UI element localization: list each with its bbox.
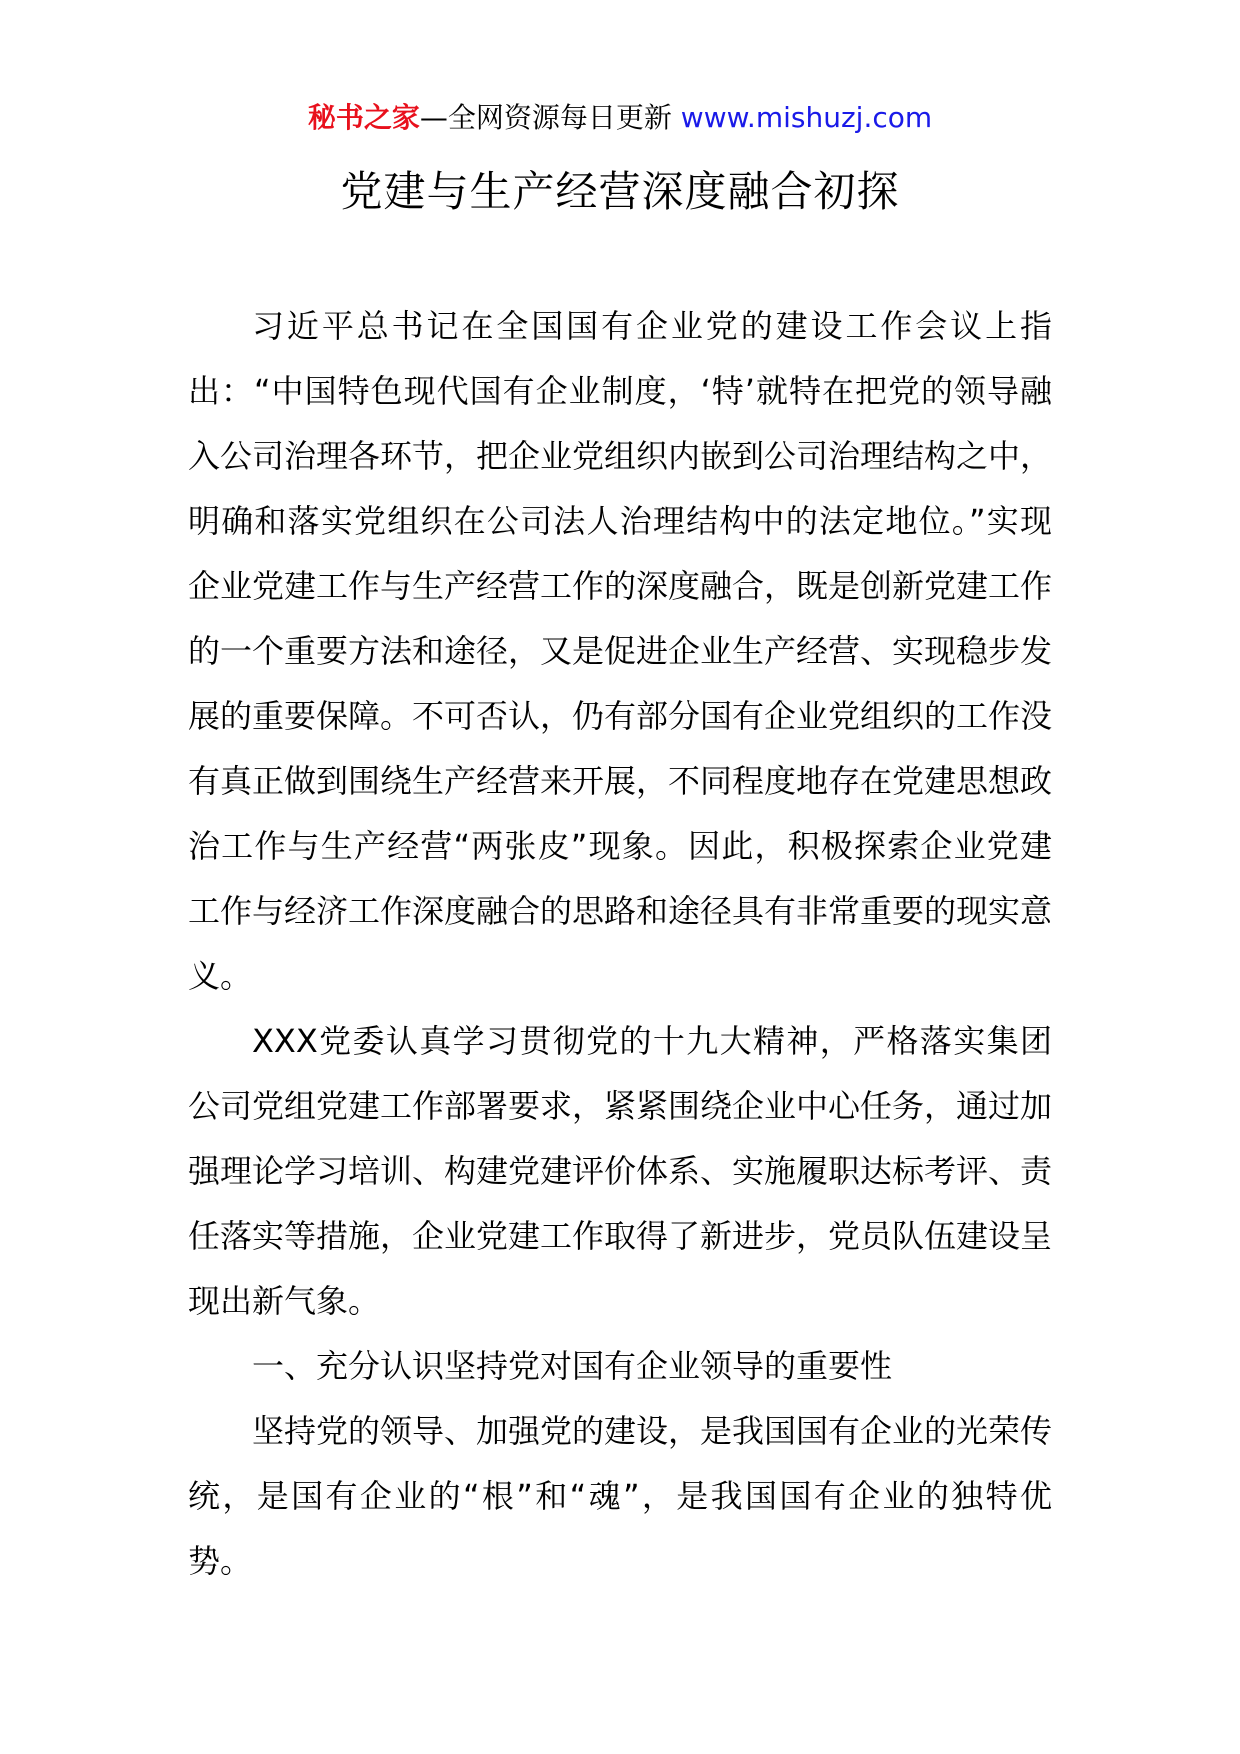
paragraph-intro: 习近平总书记在全国国有企业党的建设工作会议上指出：“中国特色现代国有企业制度，‘特’就特在把党的领导融入公司治理各环节，把企业党组织内嵌到公司治理结构之中，明确和落实党组织在公司法人治理结构中的法定地位。”实现企业党建工作与生产经营工作的深度融合，既是创新党建工作的一个重要方法和途径，又是促进企业生产经营、实现稳步发展的重要保障。不可否认，仍有部分国有企业党组织的工作没有真正做到围绕生产经营来开展，不同程度地存在党建思想政治工作与生产经营“两张皮”现象。因此，积极探索企业党建工作与经济工作深度融合的思路和途径具有非常重要的现实意义。 xyxy=(188,307,1053,995)
document-title: 党建与生产经营深度融合初探 xyxy=(340,167,900,216)
document-body xyxy=(188,294,1052,1594)
watermark-header xyxy=(0,98,1240,138)
header-slogan: —全网资源每日更新 xyxy=(419,101,672,134)
paragraph-achievements: XXX党委认真学习贯彻党的十九大精神，严格落实集团公司党组党建工作部署要求，紧紧围绕企业中心任务，通过加强理论学习培训、构建党建评价体系、实施履职达标考评、责任落实等措施，企业党建工作取得了新进步，党员队伍建设呈现出新气象。 xyxy=(188,1022,1053,1320)
brand-name: 秘书之家 xyxy=(307,101,420,134)
section-heading: 一、充分认识坚持党对国有企业领导的重要性 xyxy=(252,1347,893,1385)
paragraph-section-one: 坚持党的领导、加强党的建设，是我国国有企业的光荣传统，是国有企业的“根”和“魂”，是我国国有企业的独特优势。 xyxy=(188,1412,1053,1580)
website-link[interactable]: www.mishuzj.com xyxy=(680,101,933,134)
